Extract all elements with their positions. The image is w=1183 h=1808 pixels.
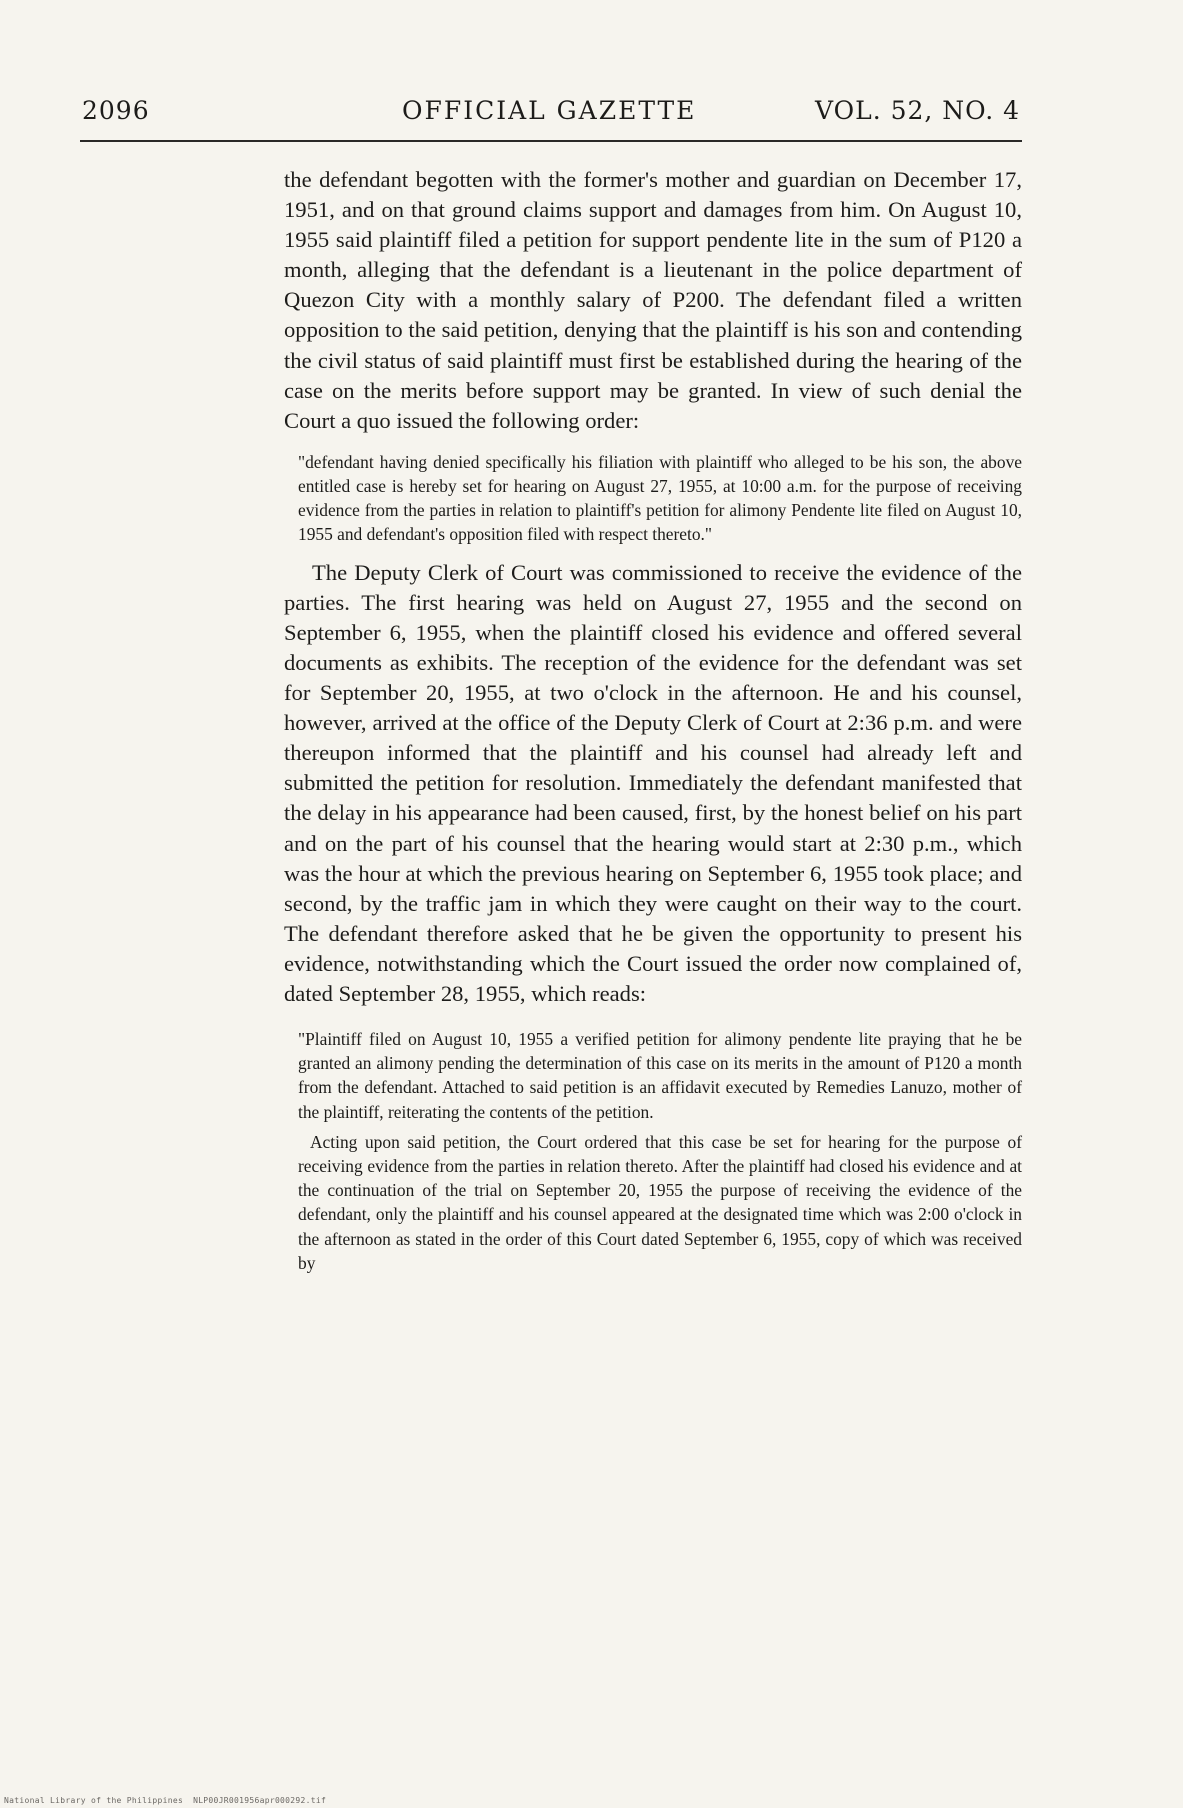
scan-footer: [4, 1796, 326, 1805]
quoted-order-3: Acting upon said petition, the Court ordered that this case be set for hearing for the purpose of receiving evidence from the parties in relation thereto. After the plaintiff had closed his evidence and at the continuation of the trial on September 20, 1955 the purpose of receiving the evidence of the defendant, only the plaintiff and his counsel appeared at the designated time which was 2:00 o'clock in the afternoon as stated in the order of this Court dated September 6, 1955, copy of which was received by: [298, 1131, 1022, 1273]
library-credit: National Library of the Philippines: [4, 1796, 184, 1805]
body-text: [284, 165, 1022, 1275]
volume-issue: VOL. 52, NO. 4: [814, 96, 1020, 125]
scan-file-id: NLP00JR001956apr000292.tif: [193, 1796, 327, 1805]
quoted-order-1: "defendant having denied specifically his filiation with plaintiff who alleged to be his son, the above entitled case is hereby set for hearing on August 27, 1955, at 10:00 a.m. for the purpose of receiving evidence from the parties in relation to plaintiff's petition for alimony Pendente lite filed on August 10, 1955 and defendant's opposition filed with respect thereto.": [298, 451, 1022, 545]
quoted-order-2: "Plaintiff filed on August 10, 1955 a verified petition for alimony pendente lite praying that he be granted an alimony pending the determination of this case on its merits in the amount of P120 a month from the defendant. Attached to said petition is an affidavit executed by Remedies Lanuzo, mother of the plaintiff, reiterating the contents of the petition.: [298, 1029, 1022, 1122]
paragraph-2: The Deputy Clerk of Court was commissioned to receive the evidence of the parties. The first hearing was held on August 27, 1955 and the second on September 6, 1955, when the plaintiff closed his evidence and offered several documents as exhibits. The reception of the evidence for the defendant was set for September 20, 1955, at two o'clock in the afternoon. He and his counsel, however, arrived at the office of the Deputy Clerk of Court at 2:36 p.m. and were thereupon informed that the plaintiff and his counsel had already left and submitted the petition for resolution. Immediately the defendant manifested that the delay in his appearance had been caused, first, by the honest belief on his part and on the part of his counsel that the hearing would start at 2:30 p.m., which was the hour at which the previous hearing on September 6, 1955 took place; and second, by the traffic jam in which they were caught on their way to the court. The defendant therefore asked that he be given the opportunity to present his evidence, notwithstanding which the Court issued the order now complained of, dated September 28, 1955, which reads:: [284, 559, 1022, 1006]
header-rule: [80, 140, 1022, 142]
page-header: [82, 96, 1020, 136]
page-number: 2096: [82, 96, 150, 125]
paragraph-1: the defendant begotten with the former's mother and guardian on December 17, 1951, and on that ground claims support and damages from him. On August 10, 1955 said plaintiff filed a petition for support pendente lite in the sum of P120 a month, alleging that the defendant is a lieutenant in the police department of Quezon City with a monthly salary of P200. The defendant filed a written opposition to the said petition, denying that the plaintiff is his son and contending the civil status of said plaintiff must first be established during the hearing of the case on the merits before support may be granted. In view of such denial the Court a quo issued the following order:: [284, 167, 1022, 433]
publication-title: OFFICIAL GAZETTE: [402, 96, 697, 125]
